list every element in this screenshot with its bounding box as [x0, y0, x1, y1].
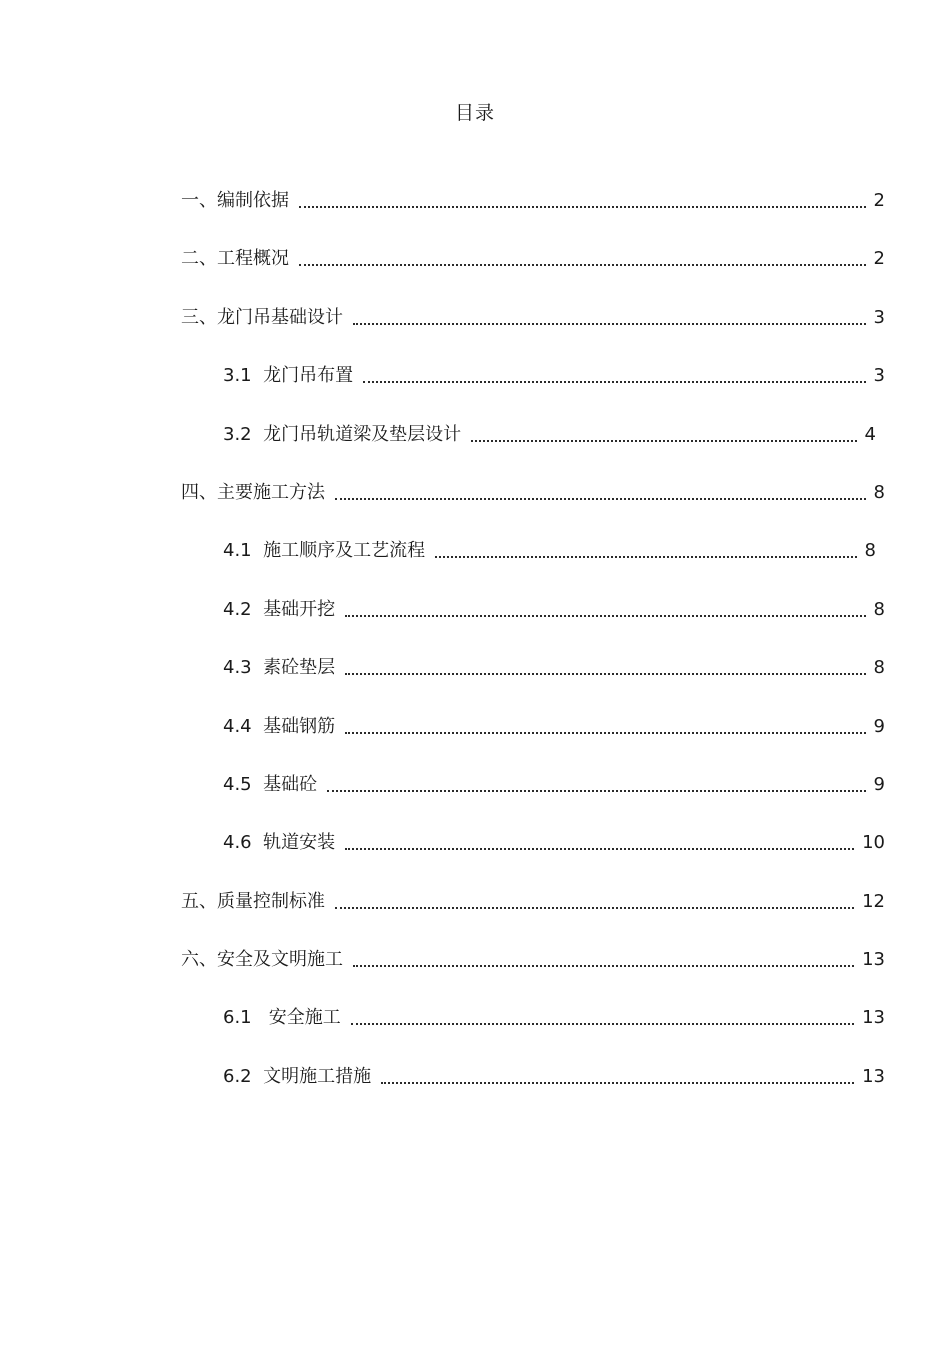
toc-dot-leader — [345, 713, 867, 741]
toc-dot-leader — [351, 1004, 856, 1032]
toc-entry-page: 2 — [873, 190, 885, 211]
toc-entry-label: 文明施工措施 — [263, 1065, 372, 1087]
toc-entry-number: 4.4 — [223, 715, 264, 737]
toc-entry-number: 4.1 — [223, 540, 264, 562]
toc-dot-leader — [345, 654, 867, 682]
toc-entry-label: 基础钢筋 — [263, 715, 336, 737]
toc-entry-label: 施工顺序及工艺流程 — [263, 540, 426, 562]
toc-entry-number: 3.2 — [223, 423, 264, 445]
toc-dot-leader — [299, 245, 868, 273]
toc-dot-leader — [363, 362, 867, 390]
toc-entry-section-4 — [0, 479, 885, 537]
toc-entry-number: 六、 — [181, 949, 217, 971]
toc-entry-number: 五、 — [181, 890, 217, 912]
toc-entry-page: 8 — [873, 657, 885, 679]
toc-entry-label: 安全施工 — [268, 1007, 341, 1029]
toc-entry-page: 2 — [873, 248, 885, 270]
toc-dot-leader — [327, 771, 867, 799]
toc-entry-label: 轨道安装 — [263, 832, 336, 854]
toc-entry-section-4-5 — [0, 771, 885, 829]
toc-dot-leader — [435, 537, 858, 565]
toc-entry-page: 10 — [862, 832, 885, 854]
toc-dot-leader — [345, 596, 867, 624]
toc-entry-section-4-6 — [0, 829, 885, 887]
toc-dot-leader — [335, 479, 868, 507]
toc-entry-label: 龙门吊布置 — [263, 365, 354, 387]
toc-entry-number: 四、 — [181, 481, 217, 503]
toc-entry-page: 9 — [873, 715, 885, 737]
toc-entry-page: 8 — [873, 598, 885, 620]
toc-dot-leader — [353, 304, 868, 332]
toc-entry-section-3 — [0, 304, 885, 362]
toc-dot-leader — [381, 1063, 856, 1091]
toc-title: 目录 — [454, 102, 495, 124]
toc-entry-label: 工程概况 — [217, 248, 289, 270]
toc-entry-section-4-2 — [0, 596, 885, 654]
toc-entry-section-1 — [0, 187, 885, 245]
toc-entry-page: 12 — [862, 890, 885, 912]
toc-entry-number: 4.2 — [223, 598, 264, 620]
toc-entry-label: 质量控制标准 — [217, 890, 325, 912]
toc-entry-number: 6.1 — [223, 1007, 269, 1029]
toc-entry-number: 6.2 — [223, 1065, 264, 1087]
toc-entry-section-4-4 — [0, 713, 885, 771]
toc-entry-section-3-1 — [0, 362, 885, 420]
toc-entry-label: 编制依据 — [217, 190, 289, 211]
toc-entry-page: 13 — [862, 1007, 885, 1029]
toc-entry-page: 3 — [873, 306, 885, 328]
toc-entry-section-6-2 — [0, 1063, 885, 1121]
toc-entry-page: 13 — [862, 1065, 885, 1087]
toc-entry-page: 13 — [862, 949, 885, 971]
toc-entry-label: 主要施工方法 — [217, 481, 325, 503]
toc-entry-section-4-1 — [0, 537, 876, 595]
toc-entry-section-2 — [0, 245, 885, 303]
toc-entry-number: 三、 — [181, 306, 217, 328]
toc-dot-leader — [299, 187, 868, 215]
toc-entry-section-6-1 — [0, 1004, 885, 1062]
toc-dot-leader — [471, 421, 858, 449]
toc-entry-page: 3 — [873, 365, 885, 387]
toc-entry-number: 二、 — [181, 248, 217, 270]
toc-entry-label: 素砼垫层 — [263, 657, 336, 679]
toc-entry-label: 龙门吊基础设计 — [217, 306, 343, 328]
toc-list — [0, 187, 950, 1121]
toc-entry-label: 龙门吊轨道梁及垫层设计 — [263, 423, 462, 445]
toc-entry-page: 9 — [873, 773, 885, 795]
toc-dot-leader — [353, 946, 856, 974]
toc-entry-label: 安全及文明施工 — [217, 949, 343, 971]
toc-entry-section-5 — [0, 888, 885, 946]
toc-entry-label: 基础砼 — [263, 773, 318, 795]
toc-entry-number: 4.6 — [223, 832, 264, 854]
toc-entry-number: 4.3 — [223, 657, 264, 679]
toc-entry-number: 4.5 — [223, 773, 264, 795]
toc-entry-page: 8 — [873, 481, 885, 503]
toc-dot-leader — [335, 888, 856, 916]
toc-entry-page: 4 — [864, 423, 876, 445]
toc-entry-number: 3.1 — [223, 365, 264, 387]
toc-entry-number: 一、 — [181, 190, 217, 211]
toc-entry-page: 8 — [864, 540, 876, 562]
toc-entry-section-6 — [0, 946, 885, 1004]
toc-entry-section-3-2 — [0, 421, 876, 479]
toc-entry-section-4-3 — [0, 654, 885, 712]
toc-entry-label: 基础开挖 — [263, 598, 336, 620]
toc-dot-leader — [345, 829, 856, 857]
